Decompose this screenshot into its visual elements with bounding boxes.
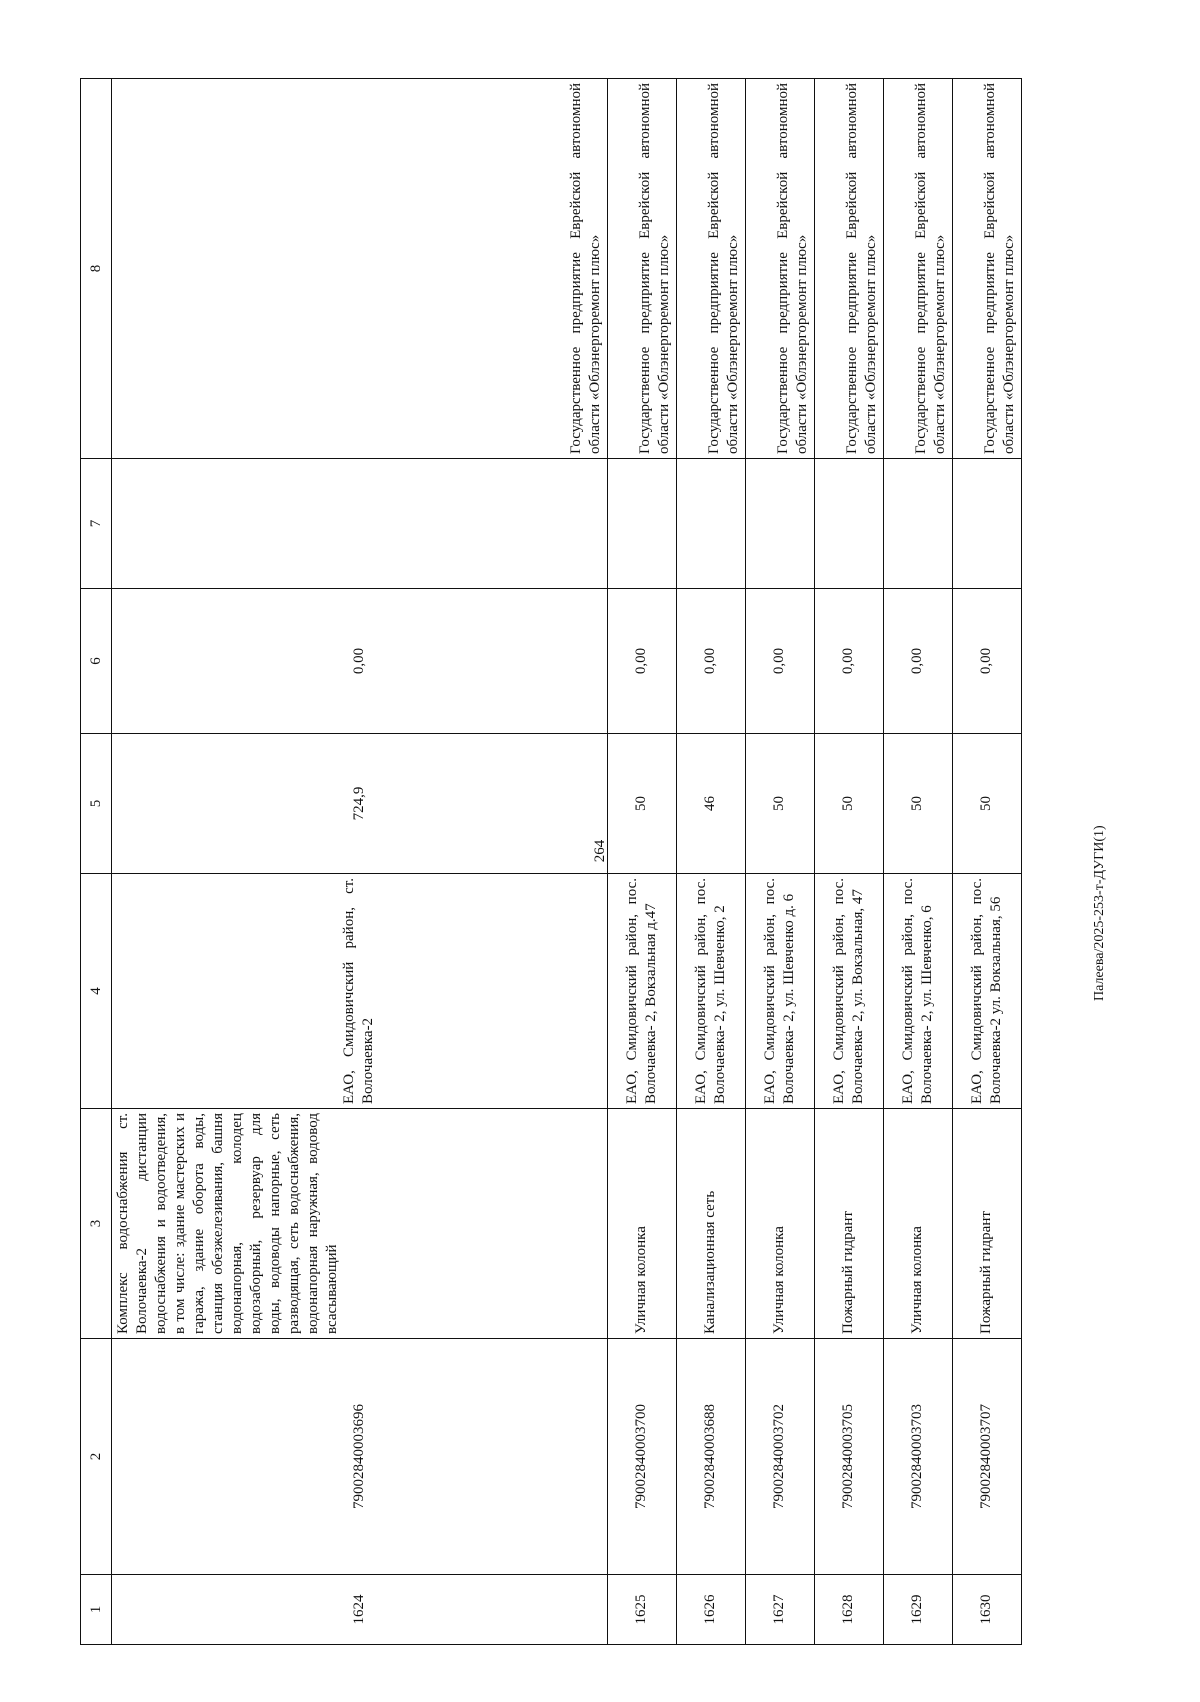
row-number: 1628 xyxy=(814,1575,883,1645)
owner: Государственное предприятие Еврейской автономной области «Облэнергоремонт плюс» xyxy=(112,79,608,459)
column-7-cell xyxy=(607,459,676,589)
cadastral-number: 79002840003700 xyxy=(607,1339,676,1575)
object-name: Канализационная сеть xyxy=(676,1109,745,1339)
cadastral-number: 79002840003707 xyxy=(952,1339,1021,1575)
object-area: 50 xyxy=(883,734,952,874)
cadastral-number: 79002840003702 xyxy=(745,1339,814,1575)
object-value: 0,00 xyxy=(676,589,745,734)
column-number-2: 2 xyxy=(81,1339,112,1575)
owner: Государственное предприятие Еврейской автономной области «Облэнергоремонт плюс» xyxy=(745,79,814,459)
object-area: 724,9 xyxy=(112,734,608,874)
page-number: 264 xyxy=(592,839,608,863)
column-7-cell xyxy=(112,459,608,589)
column-number-7: 7 xyxy=(81,459,112,589)
table-row xyxy=(883,79,952,1645)
column-7-cell xyxy=(814,459,883,589)
object-area: 50 xyxy=(745,734,814,874)
column-number-5: 5 xyxy=(81,734,112,874)
object-address: ЕАО, Смидовичский район, пос. Волочаевка- 2, ул. Шевченко, 6 xyxy=(883,874,952,1109)
row-number: 1626 xyxy=(676,1575,745,1645)
object-name: Уличная колонка xyxy=(607,1109,676,1339)
column-7-cell xyxy=(676,459,745,589)
column-number-3: 3 xyxy=(81,1109,112,1339)
row-number: 1627 xyxy=(745,1575,814,1645)
column-number-6: 6 xyxy=(81,589,112,734)
object-address: ЕАО, Смидовичский район, пос. Волочаевка- 2, Вокзальная д.47 xyxy=(607,874,676,1109)
object-name: Пожарный гидрант xyxy=(814,1109,883,1339)
column-7-cell xyxy=(883,459,952,589)
table-row xyxy=(676,79,745,1645)
table-row xyxy=(607,79,676,1645)
object-area: 50 xyxy=(607,734,676,874)
object-address: ЕАО, Смидовичский район, пос. Волочаевка- 2, ул. Шевченко д. 6 xyxy=(745,874,814,1109)
row-number: 1625 xyxy=(607,1575,676,1645)
cadastral-number: 79002840003688 xyxy=(676,1339,745,1575)
table-row xyxy=(814,79,883,1645)
row-number: 1629 xyxy=(883,1575,952,1645)
object-name: Уличная колонка xyxy=(745,1109,814,1339)
column-number-1: 1 xyxy=(81,1575,112,1645)
object-name: Комплекс водоснабжения ст. Волочаевка-2 дистанции водоснабжения и водоотведения, в том числе: здание мастерских и гаража, здание оборота воды, станция обезжелезивания, башня водонапорная, колодец водозаборный, резервуар для воды, водоводы напорные, сеть разводящая, сеть водоснабжения, водонапорная наружная, водовод всасывающий xyxy=(112,1109,608,1339)
cadastral-number: 79002840003705 xyxy=(814,1339,883,1575)
object-address: ЕАО, Смидовичский район, пос. Волочаевка- 2, ул. Вокзальная, 47 xyxy=(814,874,883,1109)
object-area: 50 xyxy=(952,734,1021,874)
object-address: ЕАО, Смидовичский район, пос. Волочаевка- 2, ул. Шевченко, 2 xyxy=(676,874,745,1109)
cadastral-number: 79002840003696 xyxy=(112,1339,608,1575)
row-number: 1630 xyxy=(952,1575,1021,1645)
object-value: 0,00 xyxy=(883,589,952,734)
object-value: 0,00 xyxy=(607,589,676,734)
document-footer-code: Палеева/2025-253-т-ДУГИ(1) xyxy=(1092,825,1107,1001)
object-area: 46 xyxy=(676,734,745,874)
column-7-cell xyxy=(745,459,814,589)
object-area: 50 xyxy=(814,734,883,874)
table-row xyxy=(745,79,814,1645)
object-value: 0,00 xyxy=(952,589,1021,734)
object-name: Уличная колонка xyxy=(883,1109,952,1339)
column-number-8: 8 xyxy=(81,79,112,459)
object-value: 0,00 xyxy=(814,589,883,734)
column-number-row xyxy=(81,79,112,1645)
object-name: Пожарный гидрант xyxy=(952,1109,1021,1339)
row-number: 1624 xyxy=(112,1575,608,1645)
owner: Государственное предприятие Еврейской автономной области «Облэнергоремонт плюс» xyxy=(814,79,883,459)
table-row xyxy=(112,79,608,1645)
object-address: ЕАО, Смидовичский район, ст. Волочаевка-2 xyxy=(112,874,608,1109)
owner: Государственное предприятие Еврейской автономной области «Облэнергоремонт плюс» xyxy=(607,79,676,459)
owner: Государственное предприятие Еврейской автономной области «Облэнергоремонт плюс» xyxy=(952,79,1021,459)
object-address: ЕАО, Смидовичский район, пос. Волочаевка-2 ул. Вокзальная, 56 xyxy=(952,874,1021,1109)
object-value: 0,00 xyxy=(745,589,814,734)
owner: Государственное предприятие Еврейской автономной области «Облэнергоремонт плюс» xyxy=(676,79,745,459)
table-row xyxy=(952,79,1021,1645)
property-register-table-container xyxy=(80,79,1022,1645)
column-7-cell xyxy=(952,459,1021,589)
column-number-4: 4 xyxy=(81,874,112,1109)
property-register-table xyxy=(80,78,1022,1645)
object-value: 0,00 xyxy=(112,589,608,734)
owner: Государственное предприятие Еврейской автономной области «Облэнергоремонт плюс» xyxy=(883,79,952,459)
cadastral-number: 79002840003703 xyxy=(883,1339,952,1575)
